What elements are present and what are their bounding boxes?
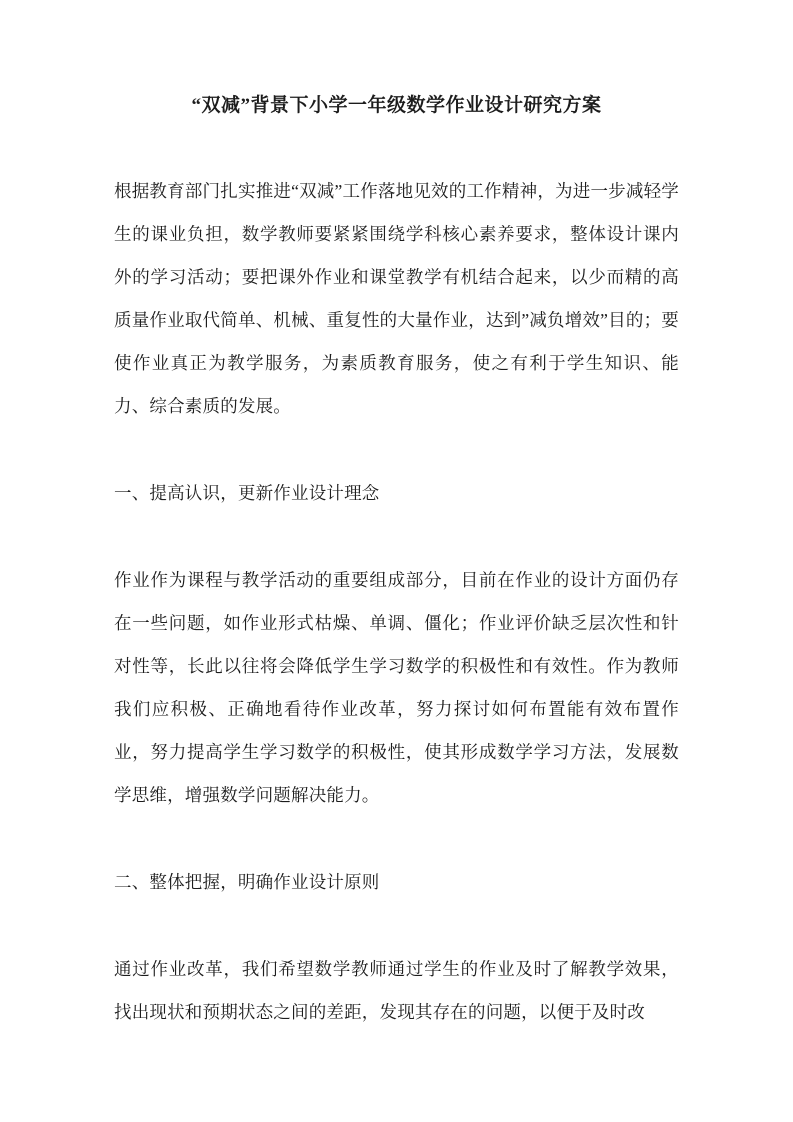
section-1-heading: 一、提高认识，更新作业设计理念 xyxy=(114,483,380,503)
section-2-paragraph: 通过作业改革，我们希望数学教师通过学生的作业及时了解教学效果，找出现状和预期状态之间的差距，发现其存在的问题，以便于及时改 xyxy=(114,959,679,1022)
section-1-paragraph: 作业作为课程与教学活动的重要组成部分，目前在作业的设计方面仍存在一些问题，如作业形式枯燥、单调、僵化；作业评价缺乏层次性和针对性等，长此以往将会降低学生学习数学的积极性和有效性。作为教师我们应积极、正确地看待作业改革，努力探讨如何布置能有效布置作业，努力提高学生学习数学的积极性，使其形成数学学习方法，发展数学思维，增强数学问题解决能力。 xyxy=(114,570,679,805)
section-2-heading: 二、整体把握，明确作业设计原则 xyxy=(114,872,380,892)
document-title: “双减”背景下小学一年级数学作业设计研究方案 xyxy=(191,95,602,116)
intro-paragraph: 根据教育部门扎实推进“双减”工作落地见效的工作精神，为进一步减轻学生的课业负担，数学教师要紧紧围绕学科核心素养要求，整体设计课内外的学习活动；要把课外作业和课堂教学有机结合起来，以少而精的高质量作业取代简单、机械、重复性的大量作业，达到”减负增效”目的；要使作业真正为教学服务，为素质教育服务，使之有利于学生知识、能力、综合素质的发展。 xyxy=(114,181,679,416)
